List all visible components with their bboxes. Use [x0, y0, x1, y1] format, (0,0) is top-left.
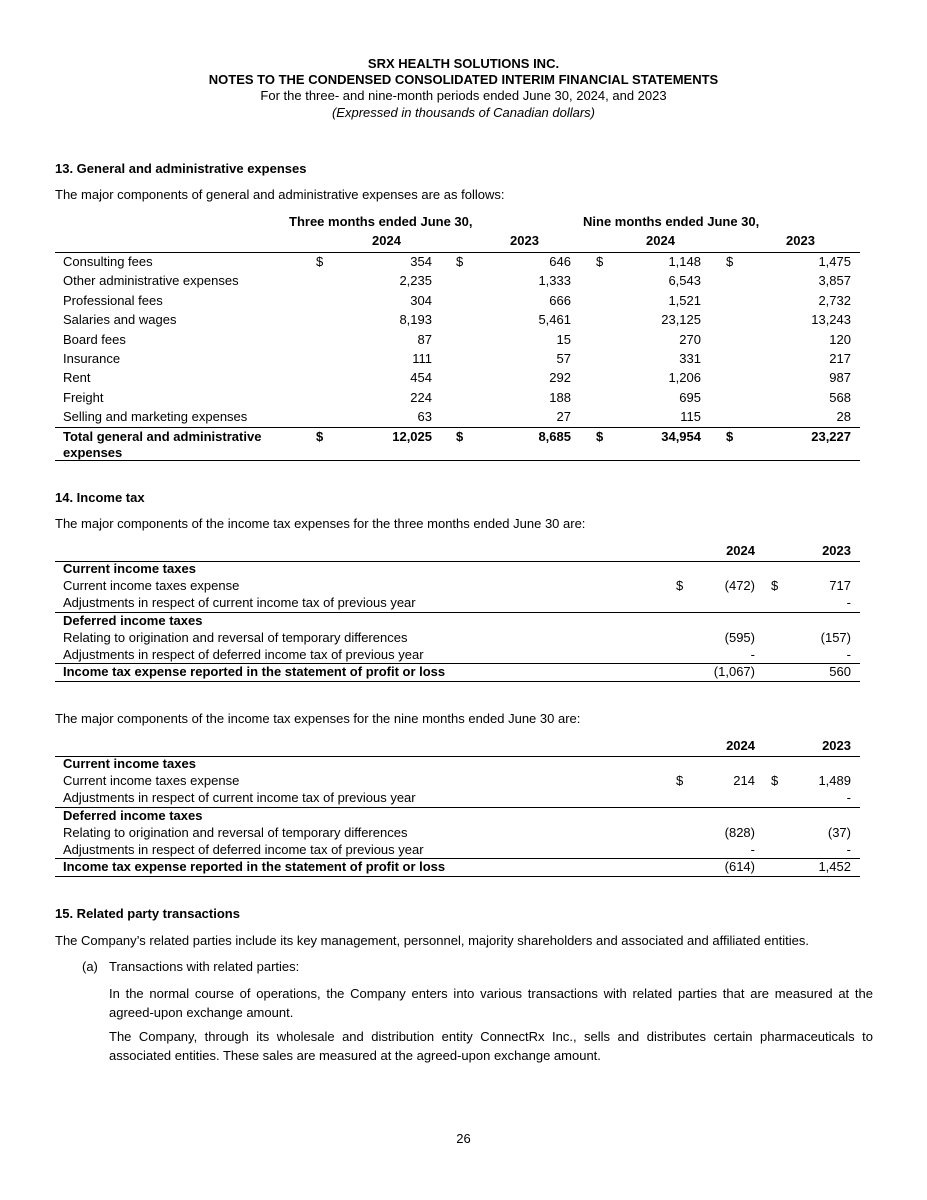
- s13-row-value: 28: [836, 409, 851, 425]
- tax3-current-exp-label: Current income taxes expense: [63, 578, 240, 593]
- tax9-dollar-1: $: [676, 773, 684, 788]
- tax9-current-exp-label: Current income taxes expense: [63, 773, 240, 788]
- s13-dollar-sign: $: [596, 254, 604, 269]
- s13-row-value: 23,125: [661, 312, 701, 328]
- tax3-current-adj-label: Adjustments in respect of current income tax of previous year: [63, 595, 416, 610]
- s13-row-label: Freight: [63, 389, 104, 405]
- s13-row-value: 8,193: [399, 312, 432, 328]
- s13-row-value: 13,243: [811, 312, 851, 328]
- table-row: [0, 351, 927, 370]
- section-14-intro-nine: The major components of the income tax expenses for the nine months ended June 30 are:: [55, 711, 581, 726]
- s13-row-value: 695: [679, 389, 701, 405]
- s13-year-1: 2024: [372, 233, 401, 248]
- s13-row-label: Professional fees: [63, 292, 163, 308]
- s13-year-4: 2023: [786, 233, 815, 248]
- table-row: [0, 293, 927, 312]
- tax3-dollar-2: $: [771, 578, 779, 593]
- table-row: [0, 370, 927, 389]
- table-row: [0, 273, 927, 292]
- s13-row-value: 111: [412, 351, 432, 366]
- s13-row-value: 120: [829, 331, 851, 347]
- s13-row-label: Rent: [63, 370, 91, 386]
- s13-row-value: 1,521: [668, 292, 701, 308]
- s13-row-label: Insurance: [63, 351, 121, 366]
- page-number: 26: [456, 1131, 471, 1146]
- s13-row-value: 1,148: [668, 254, 701, 269]
- table-row: [0, 332, 927, 351]
- tax9-current-exp-2023: 1,489: [818, 773, 851, 788]
- tax3-deferred-adj-label: Adjustments in respect of deferred income tax of previous year: [63, 647, 424, 662]
- related-party-paragraph-1: In the normal course of operations, the Company enters into various transactions with related parties that are measured at the agreed-upon exchange amount.: [109, 986, 873, 1020]
- s13-row-value: 292: [549, 370, 571, 386]
- s13-total-dollar-3: $: [596, 429, 604, 444]
- s13-row-value: 217: [829, 351, 851, 366]
- s13-row-value: 63: [417, 409, 432, 425]
- s13-total-value-2: 8,685: [538, 429, 571, 444]
- s13-header-rule: [55, 252, 860, 253]
- s13-row-label: Other administrative expenses: [63, 273, 239, 289]
- tax3-year-2023: 2023: [822, 543, 851, 558]
- s13-row-value: 1,475: [818, 254, 851, 269]
- s13-row-value: 568: [829, 389, 851, 405]
- tax9-year-2024: 2024: [726, 738, 755, 753]
- s13-row-label: Consulting fees: [63, 254, 153, 269]
- s13-row-value: 331: [679, 351, 701, 366]
- s13-total-dollar-1: $: [316, 429, 324, 444]
- tax3-bottom-rule: [55, 681, 860, 682]
- tax9-current-head: Current income taxes: [63, 756, 196, 771]
- s13-row-label: Board fees: [63, 331, 126, 347]
- s13-row-value: 224: [410, 389, 432, 405]
- company-name: SRX HEALTH SOLUTIONS INC.: [367, 56, 560, 71]
- s13-total-value-3: 34,954: [661, 429, 701, 444]
- tax3-total-label: Income tax expense reported in the statement of profit or loss: [63, 664, 446, 679]
- s13-row-value: 1,333: [538, 273, 571, 289]
- tax3-dollar-1: $: [676, 578, 684, 593]
- s13-row-value: 3,857: [818, 273, 851, 289]
- s13-row-value: 115: [680, 409, 701, 425]
- item-a-marker: (a): [82, 959, 98, 974]
- section-15-heading: 15. Related party transactions: [55, 906, 240, 921]
- tax9-deferred-adj-2023: -: [846, 842, 851, 857]
- s13-total-value-1: 12,025: [392, 429, 432, 444]
- table-row: [0, 312, 927, 331]
- three-months-header: Three months ended June 30,: [289, 214, 473, 229]
- s13-total-rule: [55, 427, 860, 428]
- section-13-intro: The major components of general and administrative expenses are as follows:: [55, 187, 505, 202]
- s13-total-label-line2: expenses: [63, 445, 123, 460]
- tax9-deferred-orig-label: Relating to origination and reversal of temporary differences: [63, 825, 408, 840]
- tax9-deferred-adj-label: Adjustments in respect of deferred income tax of previous year: [63, 842, 424, 857]
- tax9-current-exp-2024: 214: [733, 773, 755, 788]
- nine-months-header: Nine months ended June 30,: [583, 214, 760, 229]
- table-row: [0, 254, 927, 273]
- s13-row-value: 987: [829, 370, 851, 386]
- s13-year-2: 2023: [510, 233, 539, 248]
- section-14-heading: 14. Income tax: [55, 490, 145, 505]
- s13-row-value: 15: [556, 331, 571, 347]
- tax3-deferred-adj-2024: -: [750, 647, 755, 662]
- tax3-deferred-orig-2024: (595): [724, 630, 755, 645]
- tax3-deferred-orig-2023: (157): [820, 630, 851, 645]
- section-15-intro: The Company’s related parties include its key management, personnel, majority shareholders and associated and affiliated entities.: [55, 933, 809, 948]
- s13-bottom-rule: [55, 460, 860, 461]
- table-row: [0, 390, 927, 409]
- s13-dollar-sign: $: [726, 254, 734, 269]
- tax9-dollar-2: $: [771, 773, 779, 788]
- tax9-deferred-orig-2023: (37): [827, 825, 851, 840]
- tax9-bottom-rule: [55, 876, 860, 877]
- tax9-current-adj-2023: -: [846, 790, 851, 805]
- tax9-deferred-head: Deferred income taxes: [63, 808, 203, 823]
- tax3-current-head: Current income taxes: [63, 561, 196, 576]
- document-title: NOTES TO THE CONDENSED CONSOLIDATED INTERIM FINANCIAL STATEMENTS: [208, 72, 719, 87]
- item-a-title: Transactions with related parties:: [109, 959, 300, 974]
- tax3-current-adj-2023: -: [846, 595, 851, 610]
- tax3-deferred-head: Deferred income taxes: [63, 613, 203, 628]
- s13-row-value: 666: [549, 292, 571, 308]
- tax9-year-2023: 2023: [822, 738, 851, 753]
- s13-row-value: 304: [410, 292, 432, 308]
- tax3-total-2023: 560: [829, 664, 851, 679]
- s13-row-value: 646: [549, 254, 571, 269]
- s13-dollar-sign: $: [316, 254, 324, 269]
- section-13-heading: 13. General and administrative expenses: [55, 161, 307, 176]
- tax3-current-exp-2023: 717: [829, 578, 851, 593]
- period-subtitle: For the three- and nine-month periods ended June 30, 2024, and 2023: [260, 88, 667, 103]
- s13-dollar-sign: $: [456, 254, 464, 269]
- s13-row-value: 188: [549, 389, 571, 405]
- s13-row-value: 87: [417, 331, 432, 347]
- currency-note: (Expressed in thousands of Canadian dollars): [331, 105, 596, 120]
- tax3-deferred-adj-2023: -: [846, 647, 851, 662]
- tax9-deferred-adj-2024: -: [750, 842, 755, 857]
- s13-year-3: 2024: [646, 233, 675, 248]
- tax3-deferred-orig-label: Relating to origination and reversal of temporary differences: [63, 630, 408, 645]
- s13-row-label: Salaries and wages: [63, 312, 177, 328]
- tax3-year-2024: 2024: [726, 543, 755, 558]
- tax9-total-2024: (614): [724, 859, 755, 874]
- table-row: [0, 409, 927, 428]
- s13-row-value: 2,732: [818, 292, 851, 308]
- tax3-current-exp-2024: (472): [724, 578, 755, 593]
- s13-row-value: 270: [679, 331, 701, 347]
- s13-row-value: 1,206: [668, 370, 701, 386]
- s13-row-label: Selling and marketing expenses: [63, 409, 248, 425]
- tax9-total-label: Income tax expense reported in the statement of profit or loss: [63, 859, 446, 874]
- s13-row-value: 57: [556, 351, 571, 366]
- section-14-intro-three: The major components of the income tax expenses for the three months ended June 30 are:: [55, 516, 586, 531]
- s13-total-value-4: 23,227: [811, 429, 851, 444]
- s13-total-dollar-4: $: [726, 429, 734, 444]
- s13-row-value: 27: [556, 409, 571, 425]
- related-party-paragraph-2: The Company, through its wholesale and distribution entity ConnectRx Inc., sells and distributes certain pharmaceuticals to associated entities. These sales are measured at the agreed-upon exchange amount.: [109, 1029, 873, 1063]
- tax9-total-2023: 1,452: [818, 859, 851, 874]
- s13-row-value: 454: [410, 370, 432, 386]
- s13-total-dollar-2: $: [456, 429, 464, 444]
- s13-row-value: 354: [410, 254, 432, 269]
- s13-total-label-line1: Total general and administrative: [63, 429, 262, 444]
- s13-row-value: 2,235: [399, 273, 432, 289]
- s13-row-value: 5,461: [538, 312, 571, 328]
- tax9-deferred-orig-2024: (828): [724, 825, 755, 840]
- s13-row-value: 6,543: [668, 273, 701, 289]
- tax3-total-2024: (1,067): [713, 664, 755, 679]
- tax9-current-adj-label: Adjustments in respect of current income tax of previous year: [63, 790, 416, 805]
